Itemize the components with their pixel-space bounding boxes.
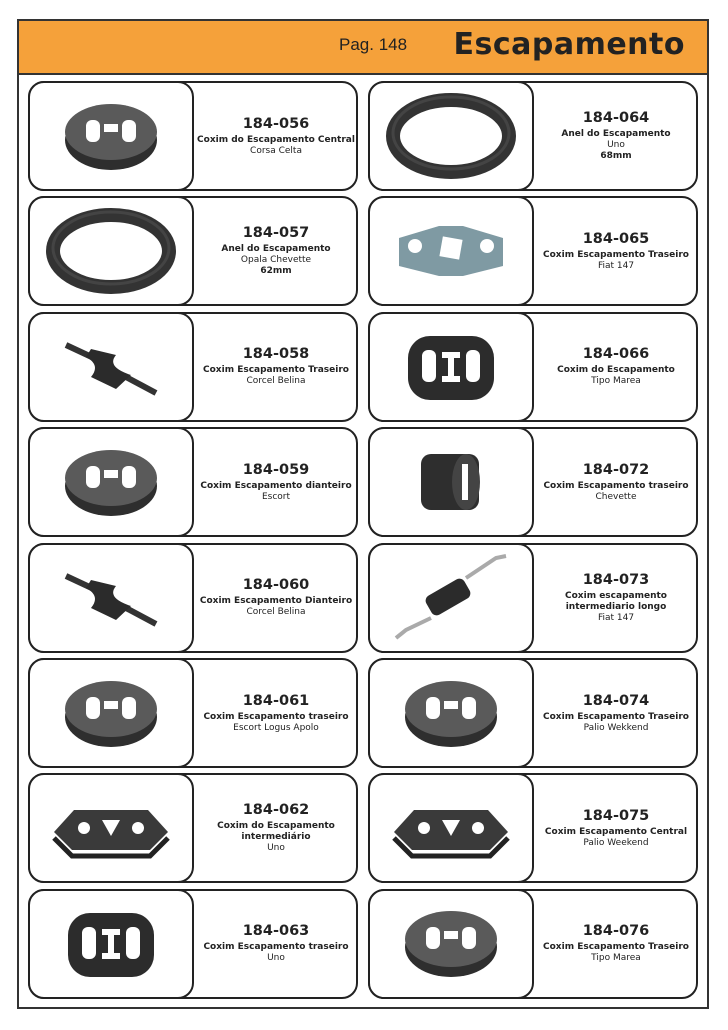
product-code: 184-075 <box>582 807 650 824</box>
product-card <box>368 81 698 191</box>
bracket-mount-icon <box>391 216 511 286</box>
product-description: Coxim escapamento intermediario longo <box>565 590 667 612</box>
product-size: 68mm <box>600 151 632 161</box>
product-info <box>194 83 358 189</box>
product-model: Opala Chevette <box>240 255 312 266</box>
product-card <box>28 543 358 653</box>
product-image <box>368 543 534 653</box>
product-image <box>368 773 534 883</box>
product-image <box>28 427 194 537</box>
product-card <box>28 658 358 768</box>
product-code: 184-074 <box>582 692 650 709</box>
product-image <box>28 773 194 883</box>
plate-mount-icon <box>46 788 176 868</box>
hanger-rod-icon <box>386 548 516 648</box>
product-info <box>194 660 358 766</box>
product-card <box>368 889 698 999</box>
product-model: Fiat 147 <box>597 612 635 623</box>
product-card <box>368 312 698 422</box>
product-description: Coxim Escapamento Dianteiro <box>199 596 353 607</box>
product-description: Anel do Escapamento <box>221 244 331 255</box>
product-model: Escort <box>261 491 291 502</box>
product-info <box>194 545 358 651</box>
product-model: Escort Logus Apolo <box>233 722 319 733</box>
product-code: 184-061 <box>242 692 310 709</box>
product-description: Coxim do Escapamento <box>557 365 675 376</box>
product-card <box>28 312 358 422</box>
block-mount-icon <box>396 322 506 412</box>
product-code: 184-057 <box>242 225 310 242</box>
plate-mount-icon <box>386 788 516 868</box>
product-image <box>368 889 534 999</box>
section-title: Escapamento <box>453 27 685 62</box>
product-card <box>28 196 358 306</box>
product-info <box>534 429 698 535</box>
product-model: Tipo Marea <box>591 376 641 387</box>
product-model: Corsa Celta <box>250 145 302 156</box>
product-card <box>368 196 698 306</box>
ring-icon <box>46 206 176 296</box>
product-description: Coxim Escapamento dianteiro <box>200 480 352 491</box>
product-image <box>28 889 194 999</box>
product-card <box>28 773 358 883</box>
product-code: 184-076 <box>582 923 650 940</box>
oval-mount-icon <box>56 671 166 756</box>
product-image <box>368 81 534 191</box>
product-info <box>534 775 698 881</box>
oval-mount-icon <box>56 94 166 179</box>
product-image <box>28 312 194 422</box>
product-image <box>368 312 534 422</box>
product-model: Uno <box>607 140 625 150</box>
product-image <box>368 658 534 768</box>
product-description: Coxim do Escapamento Central <box>197 134 355 145</box>
product-code: 184-065 <box>582 230 650 247</box>
cylinder-mount-icon <box>406 442 496 522</box>
product-image <box>28 543 194 653</box>
product-model: Corcel Belina <box>246 607 306 618</box>
product-code: 184-063 <box>242 923 310 940</box>
page-number: Pag. 148 <box>339 35 408 54</box>
page-header <box>17 19 709 75</box>
product-image <box>368 427 534 537</box>
product-info <box>194 775 358 881</box>
product-code: 184-072 <box>582 461 650 478</box>
product-size: 62mm <box>260 266 292 277</box>
product-model: Chevette <box>595 491 637 502</box>
product-description: Coxim Escapamento Traseiro <box>203 365 349 376</box>
bolt-mount-icon <box>56 558 166 638</box>
block-mount-icon <box>56 899 166 989</box>
oval-mount-icon <box>396 901 506 986</box>
oval-mount-icon <box>396 671 506 756</box>
product-info <box>534 314 698 420</box>
bolt-mount-icon <box>56 327 166 407</box>
product-info <box>534 891 698 997</box>
product-model: Corcel Belina <box>246 376 306 387</box>
product-description: Coxim do Escapamento intermediário <box>217 821 335 843</box>
product-info <box>534 198 698 304</box>
ring-icon <box>386 91 516 181</box>
product-card <box>368 427 698 537</box>
product-description: Coxim Escapamento Traseiro <box>543 711 689 722</box>
product-image <box>28 196 194 306</box>
product-code: 184-058 <box>242 346 310 363</box>
product-model: Fiat 147 <box>597 260 635 271</box>
product-card <box>368 658 698 768</box>
product-info <box>194 314 358 420</box>
product-code: 184-062 <box>242 802 310 819</box>
product-description: Coxim Escapamento traseiro <box>203 942 349 953</box>
product-code: 184-060 <box>242 577 310 594</box>
product-info <box>194 429 358 535</box>
product-card <box>368 543 698 653</box>
product-info <box>534 545 698 651</box>
product-image <box>28 81 194 191</box>
product-card <box>368 773 698 883</box>
product-info <box>194 891 358 997</box>
product-description: Coxim Escapamento Traseiro <box>543 249 689 260</box>
product-card <box>28 427 358 537</box>
product-description: Coxim Escapamento Central <box>544 826 688 837</box>
product-info <box>194 198 358 304</box>
product-image <box>368 196 534 306</box>
product-description: Coxim Escapamento Traseiro <box>543 942 689 953</box>
product-code: 184-073 <box>582 571 650 588</box>
product-code: 184-064 <box>582 110 650 126</box>
product-card <box>28 889 358 999</box>
oval-mount-icon <box>56 440 166 525</box>
product-info <box>534 83 698 189</box>
product-image <box>28 658 194 768</box>
product-model: Uno <box>267 953 285 964</box>
product-info <box>534 660 698 766</box>
product-model: Palio Weekend <box>583 837 649 848</box>
product-model: Tipo Marea <box>591 953 641 964</box>
product-model: Uno <box>267 843 285 854</box>
product-model: Palio Wekkend <box>583 722 649 733</box>
product-description: Anel do Escapamento <box>561 129 671 139</box>
product-card <box>28 81 358 191</box>
product-code: 184-056 <box>242 115 310 132</box>
product-description: Coxim Escapamento traseiro <box>203 711 349 722</box>
product-description: Coxim Escapamento traseiro <box>543 480 689 491</box>
product-code: 184-059 <box>242 461 310 478</box>
product-code: 184-066 <box>582 346 650 363</box>
